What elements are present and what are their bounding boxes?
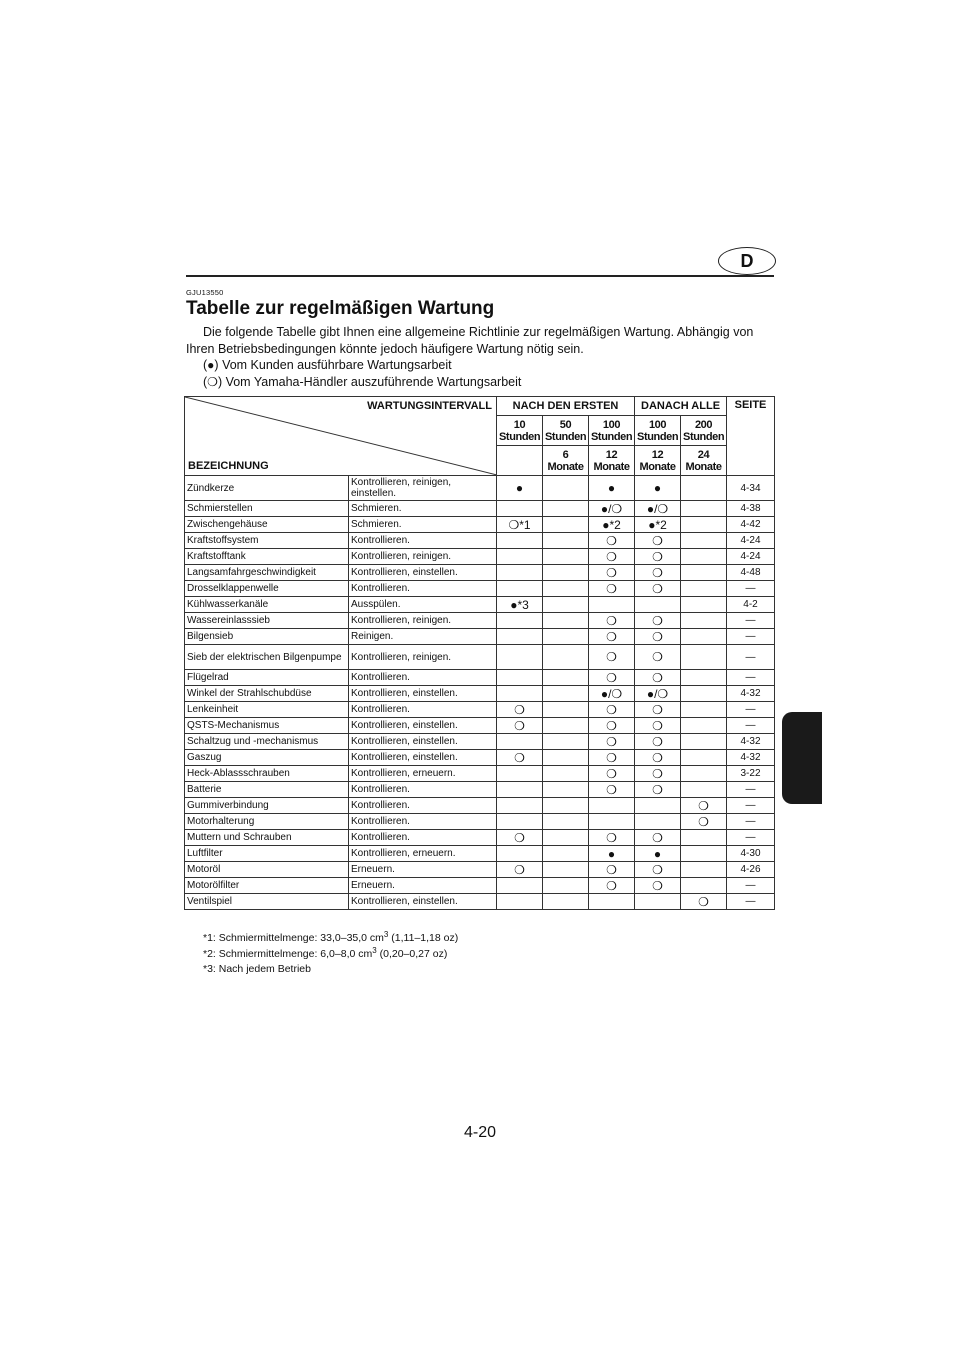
interval-mark xyxy=(497,629,543,645)
interval-mark: ❍ xyxy=(589,766,635,782)
interval-mark xyxy=(543,814,589,830)
table-row xyxy=(185,894,775,910)
item-name: Zwischengehäuse xyxy=(185,517,349,533)
item-page: — xyxy=(727,814,775,830)
footnote xyxy=(203,929,458,945)
hours-cell xyxy=(589,416,635,446)
item-page: 4-32 xyxy=(727,686,775,702)
item-page: 4-38 xyxy=(727,501,775,517)
interval-mark: ❍ xyxy=(497,862,543,878)
interval-mark: ❍ xyxy=(635,581,681,597)
interval-mark xyxy=(681,862,727,878)
interval-mark xyxy=(635,798,681,814)
interval-mark xyxy=(681,613,727,629)
interval-mark xyxy=(497,798,543,814)
interval-mark: ❍ xyxy=(589,734,635,750)
item-page: — xyxy=(727,894,775,910)
interval-mark xyxy=(543,629,589,645)
item-page: 4-30 xyxy=(727,846,775,862)
interval-mark: ❍ xyxy=(635,750,681,766)
table-row xyxy=(185,501,775,517)
interval-mark: ●/❍ xyxy=(589,686,635,702)
interval-mark xyxy=(497,686,543,702)
interval-mark xyxy=(543,734,589,750)
item-name: Muttern und Schrauben xyxy=(185,830,349,846)
interval-mark xyxy=(681,517,727,533)
table-row xyxy=(185,629,775,645)
item-action: Kontrollieren. xyxy=(349,670,497,686)
item-name: Bilgensieb xyxy=(185,629,349,645)
item-action: Kontrollieren, reinigen. xyxy=(349,549,497,565)
item-page: — xyxy=(727,613,775,629)
hours-unit: Stunden xyxy=(545,430,587,443)
item-page: 4-48 xyxy=(727,565,775,581)
maintenance-table xyxy=(184,396,775,910)
footnote xyxy=(203,945,458,961)
page-title: Tabelle zur regelmäßigen Wartung xyxy=(186,298,495,319)
interval-mark xyxy=(497,670,543,686)
interval-mark: ❍ xyxy=(635,613,681,629)
item-page: 4-32 xyxy=(727,750,775,766)
item-page: — xyxy=(727,702,775,718)
interval-mark xyxy=(543,581,589,597)
document-code: GJU13550 xyxy=(186,288,224,297)
interval-mark xyxy=(681,830,727,846)
item-name: Kühlwasserkanäle xyxy=(185,597,349,613)
months-unit: Monate xyxy=(685,460,722,473)
item-name: Batterie xyxy=(185,782,349,798)
interval-mark: ❍ xyxy=(589,533,635,549)
table-body xyxy=(185,476,775,910)
months-cell xyxy=(497,446,543,476)
interval-mark: ❍ xyxy=(589,718,635,734)
interval-mark: ❍ xyxy=(589,750,635,766)
item-page: 4-24 xyxy=(727,549,775,565)
table-row xyxy=(185,750,775,766)
page-number: 4-20 xyxy=(463,1124,497,1141)
interval-mark: ❍ xyxy=(681,894,727,910)
item-page: 3-22 xyxy=(727,766,775,782)
item-action: Kontrollieren. xyxy=(349,798,497,814)
interval-mark: ❍ xyxy=(635,670,681,686)
item-action: Kontrollieren. xyxy=(349,533,497,549)
table-row xyxy=(185,549,775,565)
legend-dealer: (❍) Vom Yamaha-Händler auszuführende Wartungsarbeit xyxy=(203,375,522,389)
item-name: Schmierstellen xyxy=(185,501,349,517)
interval-mark xyxy=(681,766,727,782)
table-row xyxy=(185,581,775,597)
footnote-text: *2: Schmiermittelmenge: 6,0–8,0 cm xyxy=(203,947,373,960)
interval-mark xyxy=(497,501,543,517)
interval-mark: ● xyxy=(635,846,681,862)
table-row xyxy=(185,862,775,878)
interval-mark: ❍ xyxy=(635,533,681,549)
interval-mark xyxy=(635,597,681,613)
legend-customer-text: Vom Kunden ausführbare Wartungsarbeit xyxy=(222,358,452,372)
interval-mark xyxy=(681,670,727,686)
interval-mark: ● xyxy=(635,476,681,501)
item-action: Kontrollieren, erneuern. xyxy=(349,846,497,862)
corner-header xyxy=(185,397,497,476)
interval-mark: ●/❍ xyxy=(589,501,635,517)
interval-mark xyxy=(543,565,589,581)
item-name: Gaszug xyxy=(185,750,349,766)
item-page: 4-26 xyxy=(727,862,775,878)
interval-mark: ❍ xyxy=(635,782,681,798)
interval-mark xyxy=(589,597,635,613)
item-action: Ausspülen. xyxy=(349,597,497,613)
table-row xyxy=(185,517,775,533)
item-page: 4-42 xyxy=(727,517,775,533)
item-action: Kontrollieren. xyxy=(349,702,497,718)
interval-mark xyxy=(497,878,543,894)
months-unit: Monate xyxy=(593,460,630,473)
interval-mark: ❍ xyxy=(589,862,635,878)
interval-mark xyxy=(681,782,727,798)
interval-mark: ❍ xyxy=(589,830,635,846)
interval-mark: ❍ xyxy=(635,549,681,565)
item-action: Kontrollieren. xyxy=(349,782,497,798)
item-page: — xyxy=(727,798,775,814)
item-action: Kontrollieren, einstellen. xyxy=(349,686,497,702)
interval-mark: ❍*1 xyxy=(497,517,543,533)
chapter-tab xyxy=(782,712,822,804)
item-name: Heck-Ablassschrauben xyxy=(185,766,349,782)
interval-mark: ❍ xyxy=(589,549,635,565)
interval-mark xyxy=(681,718,727,734)
item-name: QSTS-Mechanismus xyxy=(185,718,349,734)
footnote-text: *1: Schmiermittelmenge: 33,0–35,0 cm xyxy=(203,932,384,944)
item-action: Kontrollieren, reinigen, einstellen. xyxy=(349,476,497,501)
months-unit: Monate xyxy=(639,460,676,473)
interval-mark: ❍ xyxy=(635,862,681,878)
interval-mark: ❍ xyxy=(589,782,635,798)
interval-mark xyxy=(497,565,543,581)
months-cell xyxy=(681,446,727,476)
item-name: Langsamfahrgeschwindigkeit xyxy=(185,565,349,581)
item-action: Schmieren. xyxy=(349,501,497,517)
interval-mark xyxy=(543,501,589,517)
table-row xyxy=(185,597,775,613)
item-name: Motorölfilter xyxy=(185,878,349,894)
interval-mark xyxy=(635,814,681,830)
item-page: — xyxy=(727,645,775,670)
months-cell xyxy=(543,446,589,476)
interval-mark xyxy=(543,878,589,894)
interval-mark: ❍ xyxy=(635,718,681,734)
interval-mark: ❍ xyxy=(635,734,681,750)
item-page: — xyxy=(727,782,775,798)
interval-mark xyxy=(497,734,543,750)
hours-unit: Stunden xyxy=(591,430,633,443)
interval-mark xyxy=(681,581,727,597)
interval-mark xyxy=(543,894,589,910)
item-action: Kontrollieren. xyxy=(349,814,497,830)
item-name: Winkel der Strahlschubdüse xyxy=(185,686,349,702)
item-action: Kontrollieren, einstellen. xyxy=(349,894,497,910)
table-row xyxy=(185,766,775,782)
item-label: BEZEICHNUNG xyxy=(188,460,269,472)
interval-mark xyxy=(681,533,727,549)
interval-mark xyxy=(681,629,727,645)
interval-mark: ❍ xyxy=(589,645,635,670)
item-page: 4-2 xyxy=(727,597,775,613)
table-row xyxy=(185,830,775,846)
interval-mark xyxy=(543,766,589,782)
interval-mark xyxy=(543,718,589,734)
interval-mark: ●*3 xyxy=(497,597,543,613)
interval-mark: ❍ xyxy=(635,830,681,846)
item-action: Kontrollieren, einstellen. xyxy=(349,718,497,734)
footnote xyxy=(203,960,458,976)
group-then: DANACH ALLE xyxy=(635,397,727,416)
legend-customer: (●) Vom Kunden ausführbare Wartungsarbeit xyxy=(203,358,452,372)
intro-text: Die folgende Tabelle gibt Ihnen eine allgemeine Richtlinie zur regelmäßigen Wartung. Abhängig von Ihren Betriebsbedingungen könnte jedoch häufigere Wartung nötig sein. xyxy=(186,325,754,356)
interval-mark xyxy=(497,846,543,862)
interval-mark: ●*2 xyxy=(589,517,635,533)
item-name: Motorhalterung xyxy=(185,814,349,830)
table-row xyxy=(185,734,775,750)
item-action: Erneuern. xyxy=(349,878,497,894)
months-number: 12 xyxy=(651,448,664,461)
interval-mark xyxy=(497,581,543,597)
footnote-text: *3: Nach jedem Betrieb xyxy=(203,963,311,975)
item-name: Kraftstofftank xyxy=(185,549,349,565)
item-name: Wassereinlasssieb xyxy=(185,613,349,629)
interval-mark: ❍ xyxy=(635,629,681,645)
item-name: Gummiverbindung xyxy=(185,798,349,814)
item-action: Kontrollieren, einstellen. xyxy=(349,750,497,766)
interval-mark xyxy=(543,670,589,686)
interval-mark xyxy=(497,613,543,629)
item-action: Kontrollieren. xyxy=(349,581,497,597)
interval-mark xyxy=(543,517,589,533)
interval-mark: ❍ xyxy=(589,670,635,686)
hours-number: 100 xyxy=(602,418,621,431)
interval-mark: ● xyxy=(589,476,635,501)
interval-mark xyxy=(589,814,635,830)
item-name: Luftfilter xyxy=(185,846,349,862)
interval-mark: ❍ xyxy=(497,718,543,734)
interval-mark xyxy=(543,782,589,798)
interval-mark xyxy=(681,476,727,501)
months-cell xyxy=(635,446,681,476)
legend-dealer-text: Vom Yamaha-Händler auszuführende Wartungsarbeit xyxy=(225,375,522,389)
group-page: SEITE xyxy=(727,397,775,476)
interval-mark: ❍ xyxy=(497,830,543,846)
interval-mark: ●/❍ xyxy=(635,501,681,517)
interval-mark xyxy=(635,894,681,910)
hours-number: 100 xyxy=(648,418,667,431)
hours-number: 200 xyxy=(694,418,713,431)
table-row xyxy=(185,686,775,702)
table-row xyxy=(185,565,775,581)
item-page: 4-24 xyxy=(727,533,775,549)
interval-mark: ❍ xyxy=(681,814,727,830)
interval-mark: ● xyxy=(497,476,543,501)
hours-cell xyxy=(635,416,681,446)
footnote-superscript: 3 xyxy=(372,945,377,955)
item-name: Flügelrad xyxy=(185,670,349,686)
hours-unit: Stunden xyxy=(683,430,725,443)
item-action: Kontrollieren. xyxy=(349,830,497,846)
item-action: Kontrollieren, erneuern. xyxy=(349,766,497,782)
hours-unit: Stunden xyxy=(637,430,679,443)
interval-mark xyxy=(681,702,727,718)
interval-mark: ❍ xyxy=(497,702,543,718)
item-name: Sieb der elektrischen Bilgenpumpe xyxy=(185,645,349,670)
footnote-superscript: 3 xyxy=(383,930,389,939)
hours-number: 10 xyxy=(513,418,526,431)
interval-mark: ❍ xyxy=(589,702,635,718)
interval-mark xyxy=(497,549,543,565)
interval-mark xyxy=(681,734,727,750)
months-number: 6 xyxy=(562,448,569,461)
interval-mark xyxy=(543,476,589,501)
hours-cell xyxy=(497,416,543,446)
item-name: Ventilspiel xyxy=(185,894,349,910)
interval-mark xyxy=(681,686,727,702)
interval-mark: ❍ xyxy=(635,878,681,894)
interval-mark xyxy=(543,686,589,702)
interval-mark xyxy=(543,549,589,565)
interval-mark xyxy=(543,798,589,814)
interval-mark: ❍ xyxy=(635,645,681,670)
interval-mark xyxy=(681,501,727,517)
interval-mark xyxy=(543,645,589,670)
item-action: Kontrollieren, reinigen. xyxy=(349,645,497,670)
interval-mark xyxy=(497,645,543,670)
hours-number: 50 xyxy=(559,418,572,431)
interval-mark xyxy=(543,613,589,629)
interval-mark: ● xyxy=(589,846,635,862)
item-action: Reinigen. xyxy=(349,629,497,645)
interval-mark xyxy=(681,645,727,670)
interval-mark xyxy=(543,533,589,549)
interval-mark: ❍ xyxy=(635,565,681,581)
interval-mark xyxy=(497,533,543,549)
item-page: — xyxy=(727,629,775,645)
table-row xyxy=(185,533,775,549)
table-header xyxy=(185,397,775,476)
open-circle-icon: ❍ xyxy=(207,375,218,389)
item-page: — xyxy=(727,718,775,734)
item-page: — xyxy=(727,581,775,597)
interval-mark xyxy=(681,565,727,581)
item-name: Lenkeinheit xyxy=(185,702,349,718)
item-page: — xyxy=(727,670,775,686)
table-row xyxy=(185,645,775,670)
intro-paragraph xyxy=(186,324,776,358)
interval-mark xyxy=(681,549,727,565)
interval-mark xyxy=(543,750,589,766)
item-page: 4-32 xyxy=(727,734,775,750)
item-action: Kontrollieren, reinigen. xyxy=(349,613,497,629)
table-row xyxy=(185,798,775,814)
item-page: — xyxy=(727,878,775,894)
interval-mark: ❍ xyxy=(497,750,543,766)
item-name: Drosselklappenwelle xyxy=(185,581,349,597)
footnote-suffix: (1,11–1,18 oz) xyxy=(388,932,459,944)
interval-label: WARTUNGSINTERVALL xyxy=(367,400,492,412)
interval-mark: ●*2 xyxy=(635,517,681,533)
interval-mark xyxy=(589,798,635,814)
hours-unit: Stunden xyxy=(499,430,541,443)
interval-mark xyxy=(681,878,727,894)
table-row xyxy=(185,878,775,894)
interval-mark: ❍ xyxy=(589,613,635,629)
item-action: Kontrollieren, einstellen. xyxy=(349,565,497,581)
interval-mark xyxy=(543,702,589,718)
interval-mark: ❍ xyxy=(635,766,681,782)
table-row xyxy=(185,814,775,830)
hours-cell xyxy=(681,416,727,446)
months-number: 24 xyxy=(697,448,710,461)
interval-mark xyxy=(497,782,543,798)
interval-mark xyxy=(681,750,727,766)
table-row xyxy=(185,613,775,629)
item-name: Kraftstoffsystem xyxy=(185,533,349,549)
interval-mark xyxy=(681,597,727,613)
table-row xyxy=(185,782,775,798)
item-action: Erneuern. xyxy=(349,862,497,878)
interval-mark xyxy=(681,846,727,862)
interval-mark: ●/❍ xyxy=(635,686,681,702)
interval-mark xyxy=(543,862,589,878)
item-name: Zündkerze xyxy=(185,476,349,501)
item-name: Schaltzug und -mechanismus xyxy=(185,734,349,750)
table-row xyxy=(185,702,775,718)
interval-mark: ❍ xyxy=(589,565,635,581)
item-page: — xyxy=(727,830,775,846)
interval-mark xyxy=(543,846,589,862)
months-cell xyxy=(589,446,635,476)
table-row xyxy=(185,846,775,862)
filled-circle-icon: ● xyxy=(207,358,215,372)
footnote-suffix: (0,20–0,27 oz) xyxy=(376,947,448,960)
interval-mark xyxy=(589,894,635,910)
interval-mark xyxy=(497,766,543,782)
interval-mark: ❍ xyxy=(589,878,635,894)
header-rule xyxy=(186,275,774,277)
months-number: 12 xyxy=(605,448,618,461)
interval-mark xyxy=(497,814,543,830)
interval-mark xyxy=(543,830,589,846)
interval-mark: ❍ xyxy=(681,798,727,814)
footnotes xyxy=(203,929,458,976)
interval-mark xyxy=(497,894,543,910)
item-name: Motoröl xyxy=(185,862,349,878)
interval-mark xyxy=(543,597,589,613)
interval-mark: ❍ xyxy=(635,702,681,718)
language-badge: D xyxy=(718,247,776,275)
group-first: NACH DEN ERSTEN xyxy=(497,397,635,416)
interval-mark: ❍ xyxy=(589,581,635,597)
item-action: Schmieren. xyxy=(349,517,497,533)
table-row xyxy=(185,670,775,686)
item-action: Kontrollieren, einstellen. xyxy=(349,734,497,750)
months-unit: Monate xyxy=(547,460,584,473)
item-page: 4-34 xyxy=(727,476,775,501)
table-row xyxy=(185,718,775,734)
interval-mark: ❍ xyxy=(589,629,635,645)
hours-cell xyxy=(543,416,589,446)
table-row xyxy=(185,476,775,501)
